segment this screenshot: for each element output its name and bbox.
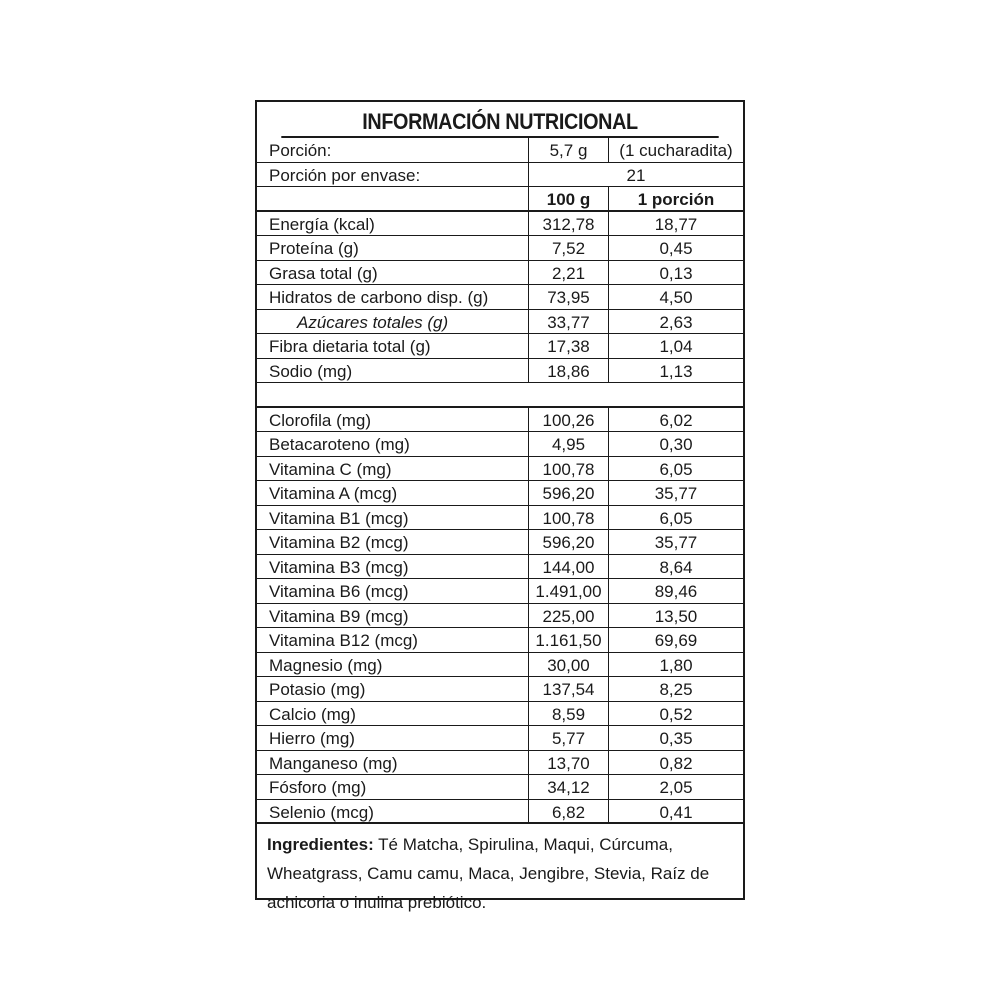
table-row [257, 677, 743, 702]
value-per-serving: 1,80 [659, 655, 693, 675]
micronutrient-list [257, 408, 743, 825]
table-row [257, 800, 743, 825]
value-per-100g: 1.491,00 [529, 579, 609, 603]
table-row [257, 212, 743, 237]
value-per-100g: 596,20 [529, 481, 609, 505]
column-header-row [257, 187, 743, 212]
nutrient-name: Magnesio (mg) [257, 653, 529, 677]
value-per-serving: 0,45 [659, 239, 693, 258]
serving-label: Porción: [257, 138, 529, 162]
value-per-100g: 5,77 [529, 726, 609, 750]
nutrient-name: Grasa total (g) [257, 261, 529, 285]
nutrient-name: Betacaroteno (mg) [257, 432, 529, 456]
nutrient-name: Hierro (mg) [257, 726, 529, 750]
value-per-serving: 18,77 [654, 214, 698, 234]
table-row [257, 310, 743, 335]
value-per-100g: 30,00 [529, 653, 609, 677]
value-per-serving: 6,05 [659, 508, 693, 528]
value-per-serving: 6,05 [659, 459, 693, 479]
serving-row [257, 138, 743, 163]
nutrient-name: Vitamina B2 (mcg) [257, 530, 529, 554]
table-row [257, 457, 743, 482]
separator-row [257, 383, 743, 408]
table-row [257, 481, 743, 506]
table-row [257, 506, 743, 531]
table-row [257, 653, 743, 678]
nutrient-name: Manganeso (mg) [257, 751, 529, 775]
value-per-serving: 1,04 [659, 337, 693, 356]
value-per-serving: 8,64 [659, 557, 693, 577]
value-per-serving: 4,50 [659, 288, 693, 307]
table-row [257, 579, 743, 604]
nutrient-name: Vitamina B3 (mcg) [257, 555, 529, 579]
nutrient-name: Vitamina C (mg) [257, 457, 529, 481]
nutrient-name: Calcio (mg) [257, 702, 529, 726]
value-per-serving: 2,63 [659, 312, 693, 332]
value-per-100g: 100,78 [529, 506, 609, 530]
value-per-serving: 35,77 [654, 533, 698, 552]
value-per-serving: 8,25 [659, 680, 693, 699]
nutrient-name: Vitamina B12 (mcg) [257, 628, 529, 652]
table-row [257, 628, 743, 653]
value-per-100g: 7,52 [529, 236, 609, 260]
value-per-serving: 89,46 [654, 582, 698, 601]
value-per-serving: 0,82 [659, 753, 693, 773]
table-row [257, 751, 743, 776]
value-per-100g: 100,26 [529, 408, 609, 432]
nutrient-name: Fibra dietaria total (g) [257, 334, 529, 358]
value-per-100g: 73,95 [529, 285, 609, 309]
value-per-100g: 34,12 [529, 775, 609, 799]
table-row [257, 726, 743, 751]
table-row [257, 261, 743, 286]
value-per-100g: 2,21 [529, 261, 609, 285]
value-per-100g: 596,20 [529, 530, 609, 554]
nutrient-name: Vitamina B9 (mcg) [257, 604, 529, 628]
value-per-100g: 8,59 [529, 702, 609, 726]
nutrient-name: Proteína (g) [257, 236, 529, 260]
value-per-100g: 4,95 [529, 432, 609, 456]
column-header-serving: 1 porción [637, 190, 715, 209]
column-header-blank [257, 187, 529, 210]
value-per-100g: 33,77 [529, 310, 609, 334]
table-row [257, 408, 743, 433]
nutrient-name: Vitamina A (mcg) [257, 481, 529, 505]
value-per-serving: 2,05 [659, 778, 693, 797]
nutrient-name: Selenio (mcg) [257, 800, 529, 823]
value-per-serving: 0,52 [659, 704, 693, 724]
table-row [257, 604, 743, 629]
macronutrient-list [257, 212, 743, 384]
value-per-serving: 35,77 [654, 484, 698, 503]
nutrient-name: Azúcares totales (g) [257, 310, 529, 334]
nutrition-facts-label [255, 100, 745, 912]
value-per-100g: 1.161,50 [529, 628, 609, 652]
nutrient-name: Hidratos de carbono disp. (g) [257, 285, 529, 309]
nutrient-name: Clorofila (mg) [257, 408, 529, 432]
servings-per-pack-value: 21 [626, 165, 646, 185]
nutrient-name: Sodio (mg) [257, 359, 529, 383]
value-per-100g: 18,86 [529, 359, 609, 383]
value-per-serving: 0,35 [659, 729, 693, 748]
column-header-100g: 100 g [529, 187, 609, 210]
table-row [257, 702, 743, 727]
table-row [257, 334, 743, 359]
value-per-100g: 144,00 [529, 555, 609, 579]
table-row [257, 285, 743, 310]
value-per-serving: 1,13 [659, 361, 693, 381]
nutrient-name: Vitamina B6 (mcg) [257, 579, 529, 603]
value-per-100g: 100,78 [529, 457, 609, 481]
nutrient-name: Energía (kcal) [257, 212, 529, 236]
value-per-100g: 13,70 [529, 751, 609, 775]
table-row [257, 530, 743, 555]
value-per-100g: 312,78 [529, 212, 609, 236]
table-row [257, 775, 743, 800]
nutrient-name: Vitamina B1 (mcg) [257, 506, 529, 530]
value-per-serving: 13,50 [654, 606, 698, 626]
ingredients-block [257, 824, 743, 917]
value-per-100g: 137,54 [529, 677, 609, 701]
ingredients-text: Té Matcha, Spirulina, Maqui, Cúrcuma, Wheatgrass, Camu camu, Maca, Jengibre, Stevia, Raíz de achicoria o inulina prebiótico. [267, 835, 710, 912]
table-row [257, 432, 743, 457]
table-row [257, 555, 743, 580]
value-per-100g: 6,82 [529, 800, 609, 823]
serving-unit-note: (1 cucharadita) [619, 141, 733, 160]
value-per-100g: 17,38 [529, 334, 609, 358]
value-per-100g: 225,00 [529, 604, 609, 628]
serving-amount: 5,7 g [529, 138, 609, 162]
value-per-serving: 6,02 [659, 410, 693, 430]
table-row [257, 359, 743, 384]
servings-per-pack-label: Porción por envase: [257, 163, 529, 187]
value-per-serving: 0,13 [659, 263, 693, 283]
value-per-serving: 0,41 [659, 802, 693, 822]
servings-per-pack-row [257, 163, 743, 188]
ingredients-label: Ingredientes: [267, 835, 374, 854]
nutrient-name: Potasio (mg) [257, 677, 529, 701]
value-per-serving: 69,69 [654, 631, 698, 650]
nutrient-name: Fósforo (mg) [257, 775, 529, 799]
label-title: INFORMACIÓN NUTRICIONAL [281, 102, 718, 138]
table-row [257, 236, 743, 261]
value-per-serving: 0,30 [659, 435, 693, 454]
